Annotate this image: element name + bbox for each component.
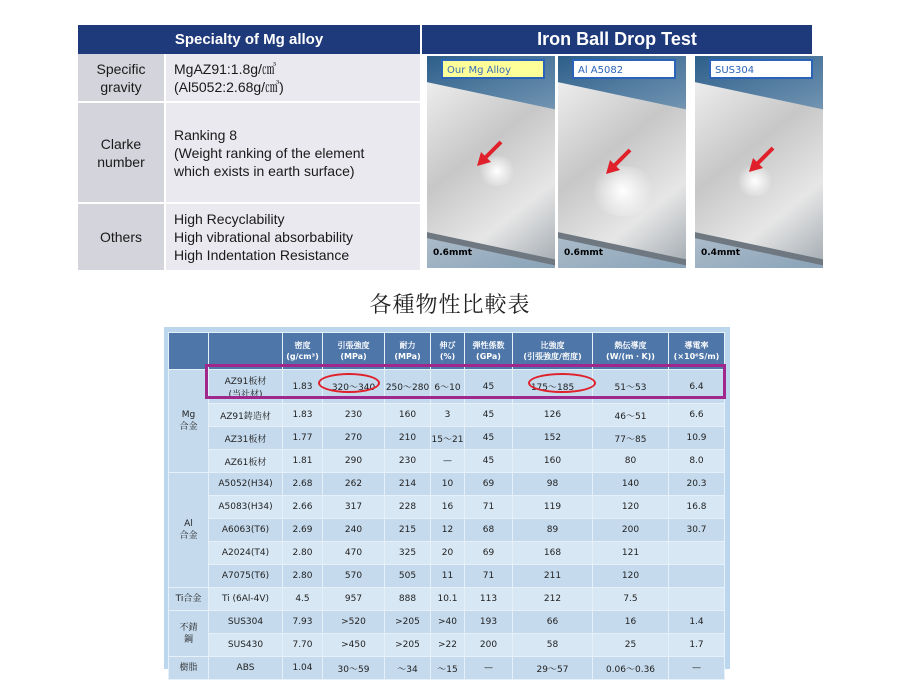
value-cell: >450: [323, 634, 385, 657]
table-row: [169, 427, 725, 450]
value-cell: 2.68: [283, 473, 323, 496]
value-cell: 2.69: [283, 519, 323, 542]
value-cell: 228: [385, 496, 431, 519]
value-cell: 7.93: [283, 611, 323, 634]
value-cell: 160: [513, 450, 593, 473]
table-row: [169, 634, 725, 657]
value-cell: 7.5: [593, 588, 669, 611]
value-cell: 168: [513, 542, 593, 565]
value-cell: 1.7: [669, 634, 725, 657]
value-cell: 46～51: [593, 404, 669, 427]
table-row: [169, 657, 725, 680]
value-cell: 69: [465, 542, 513, 565]
value-cell: 10.9: [669, 427, 725, 450]
value-cell: 320～340: [323, 370, 385, 404]
material-cell: A5052(H34): [209, 473, 283, 496]
table-row: [169, 370, 725, 404]
value-cell: 71: [465, 496, 513, 519]
value-cell: 6.4: [669, 370, 725, 404]
value-cell: >205: [385, 611, 431, 634]
column-header: 弾性係数 (GPa): [465, 333, 513, 370]
value-cell: >520: [323, 611, 385, 634]
sample-tag: Al A5082: [572, 59, 676, 79]
sample-tag: Our Mg Alloy: [441, 59, 545, 79]
column-header: [169, 333, 209, 370]
value-cell: 10.1: [431, 588, 465, 611]
value-cell: 4.5: [283, 588, 323, 611]
value-cell: 200: [465, 634, 513, 657]
row-value: MgAZ91:1.8g/㎤ (Al5052:2.68g/㎤): [165, 54, 420, 102]
value-cell: 200: [593, 519, 669, 542]
value-cell: 10: [431, 473, 465, 496]
value-cell: >205: [385, 634, 431, 657]
column-header: [209, 333, 283, 370]
value-cell: 6.6: [669, 404, 725, 427]
value-cell: 77～85: [593, 427, 669, 450]
value-cell: >40: [431, 611, 465, 634]
table-row: [169, 588, 725, 611]
material-cell: AZ61板材: [209, 450, 283, 473]
value-cell: 16: [593, 611, 669, 634]
value-cell: 1.83: [283, 370, 323, 404]
table-row: [78, 102, 420, 203]
material-cell: A7075(T6): [209, 565, 283, 588]
drop-test-title: Iron Ball Drop Test: [422, 25, 812, 54]
value-cell: 212: [513, 588, 593, 611]
value-cell: 470: [323, 542, 385, 565]
material-cell: AZ91鋳造材: [209, 404, 283, 427]
value-cell: 160: [385, 404, 431, 427]
value-cell: 45: [465, 404, 513, 427]
material-cell: AZ31板材: [209, 427, 283, 450]
material-cell: A5083(H34): [209, 496, 283, 519]
table-row: [169, 450, 725, 473]
value-cell: 210: [385, 427, 431, 450]
column-header: 耐力 (MPa): [385, 333, 431, 370]
value-cell: 20: [431, 542, 465, 565]
value-cell: >22: [431, 634, 465, 657]
value-cell: 89: [513, 519, 593, 542]
value-cell: 120: [593, 496, 669, 519]
value-cell: 120: [593, 565, 669, 588]
value-cell: 230: [323, 404, 385, 427]
value-cell: 211: [513, 565, 593, 588]
value-cell: 8.0: [669, 450, 725, 473]
value-cell: [669, 588, 725, 611]
value-cell: 888: [385, 588, 431, 611]
table-row: [78, 203, 420, 271]
table-row: [169, 496, 725, 519]
value-cell: ～34: [385, 657, 431, 680]
row-value: Ranking 8 (Weight ranking of the element which exists in earth surface): [165, 102, 420, 203]
group-label: Mg 合金: [169, 370, 209, 473]
column-header: 密度 (g/cm³): [283, 333, 323, 370]
table-row: [169, 611, 725, 634]
value-cell: 175～185: [513, 370, 593, 404]
group-label: Ti合金: [169, 588, 209, 611]
value-cell: 15～21: [431, 427, 465, 450]
comparison-panel: [164, 327, 730, 675]
value-cell: 262: [323, 473, 385, 496]
value-cell: 2.66: [283, 496, 323, 519]
column-header: 熱伝導度 (W/(m・K)): [593, 333, 669, 370]
value-cell: 505: [385, 565, 431, 588]
row-label: Specific gravity: [78, 54, 165, 102]
value-cell: 51～53: [593, 370, 669, 404]
value-cell: 119: [513, 496, 593, 519]
material-cell: A2024(T4): [209, 542, 283, 565]
row-label: Clarke number: [78, 102, 165, 203]
value-cell: 317: [323, 496, 385, 519]
value-cell: 230: [385, 450, 431, 473]
value-cell: ～15: [431, 657, 465, 680]
value-cell: 20.3: [669, 473, 725, 496]
value-cell: 45: [465, 427, 513, 450]
value-cell: 25: [593, 634, 669, 657]
material-cell: A6063(T6): [209, 519, 283, 542]
header-row: [169, 333, 725, 370]
comparison-table: [168, 332, 725, 680]
value-cell: 270: [323, 427, 385, 450]
thickness-label: 0.6mmt: [564, 248, 604, 258]
sample-tag: SUS304: [709, 59, 813, 79]
value-cell: 0.06～0.36: [593, 657, 669, 680]
value-cell: 121: [593, 542, 669, 565]
value-cell: 16: [431, 496, 465, 519]
sample-photo-sus: [695, 56, 823, 268]
value-cell: 71: [465, 565, 513, 588]
value-cell: 12: [431, 519, 465, 542]
value-cell: 214: [385, 473, 431, 496]
value-cell: 1.81: [283, 450, 323, 473]
column-header: 比強度 (引張強度/密度): [513, 333, 593, 370]
value-cell: 11: [431, 565, 465, 588]
value-cell: —: [669, 657, 725, 680]
column-header: 伸び (%): [431, 333, 465, 370]
table-row: [169, 404, 725, 427]
value-cell: —: [465, 657, 513, 680]
material-cell: SUS430: [209, 634, 283, 657]
value-cell: 140: [593, 473, 669, 496]
group-label: Al 合金: [169, 473, 209, 588]
value-cell: 570: [323, 565, 385, 588]
value-cell: 29～57: [513, 657, 593, 680]
value-cell: [669, 542, 725, 565]
material-cell: AZ91板材 (当社材): [209, 370, 283, 404]
value-cell: 58: [513, 634, 593, 657]
arrow-icon: [604, 146, 634, 176]
group-label: 樹脂: [169, 657, 209, 680]
value-cell: 1.77: [283, 427, 323, 450]
value-cell: 66: [513, 611, 593, 634]
comparison-title: 各種物性比較表: [369, 293, 531, 318]
value-cell: 290: [323, 450, 385, 473]
thickness-label: 0.4mmt: [701, 248, 741, 258]
value-cell: 98: [513, 473, 593, 496]
value-cell: 69: [465, 473, 513, 496]
value-cell: 1.83: [283, 404, 323, 427]
value-cell: —: [431, 450, 465, 473]
value-cell: 30.7: [669, 519, 725, 542]
table-row: [169, 519, 725, 542]
value-cell: 250～280: [385, 370, 431, 404]
table-row: [169, 565, 725, 588]
value-cell: 2.80: [283, 565, 323, 588]
value-cell: 16.8: [669, 496, 725, 519]
value-cell: 240: [323, 519, 385, 542]
row-value: High Recyclability High vibrational absorbability High Indentation Resistance: [165, 203, 420, 271]
value-cell: 325: [385, 542, 431, 565]
value-cell: 6～10: [431, 370, 465, 404]
column-header: 導電率 (×10⁶S/m): [669, 333, 725, 370]
value-cell: 1.04: [283, 657, 323, 680]
column-header: 引張強度 (MPa): [323, 333, 385, 370]
value-cell: 152: [513, 427, 593, 450]
arrow-icon: [747, 144, 777, 174]
value-cell: 957: [323, 588, 385, 611]
table-row: [169, 542, 725, 565]
value-cell: [669, 565, 725, 588]
value-cell: 215: [385, 519, 431, 542]
value-cell: 2.80: [283, 542, 323, 565]
value-cell: 126: [513, 404, 593, 427]
value-cell: 45: [465, 370, 513, 404]
specialty-title: Specialty of Mg alloy: [78, 25, 420, 54]
value-cell: 113: [465, 588, 513, 611]
table-row: [169, 473, 725, 496]
group-label: 不錆 鋼: [169, 611, 209, 657]
specialty-table: [78, 25, 420, 272]
value-cell: 80: [593, 450, 669, 473]
value-cell: 1.4: [669, 611, 725, 634]
value-cell: 7.70: [283, 634, 323, 657]
sample-photo-al: [558, 56, 686, 268]
material-cell: SUS304: [209, 611, 283, 634]
sample-photo-mg: [427, 56, 555, 268]
material-cell: Ti (6Al-4V): [209, 588, 283, 611]
thickness-label: 0.6mmt: [433, 248, 473, 258]
value-cell: 30～59: [323, 657, 385, 680]
value-cell: 3: [431, 404, 465, 427]
value-cell: 193: [465, 611, 513, 634]
value-cell: 68: [465, 519, 513, 542]
row-label: Others: [78, 203, 165, 271]
value-cell: 45: [465, 450, 513, 473]
material-cell: ABS: [209, 657, 283, 680]
table-row: [78, 54, 420, 102]
arrow-icon: [475, 138, 505, 168]
